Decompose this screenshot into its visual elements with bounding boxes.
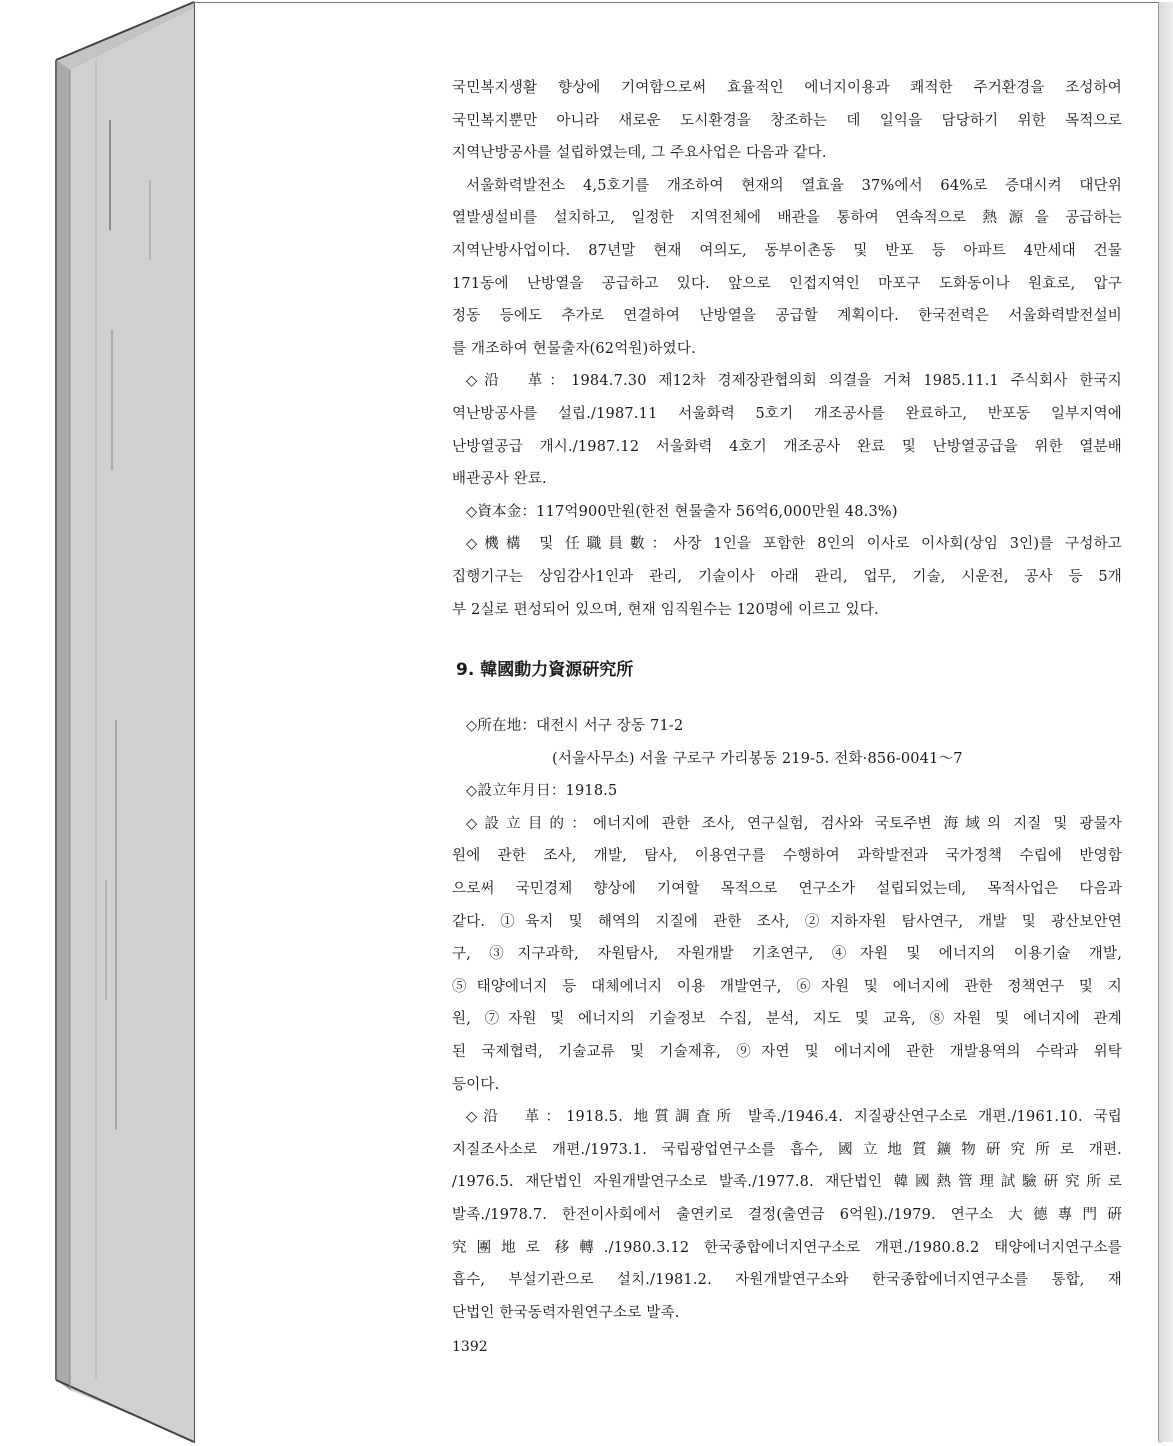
text-line: 으로써 국민경제 향상에 기여할 목적으로 연구소가 설립되었는데, 목적사업은 다음과 (452, 881, 1122, 898)
text-line: 구, ③지구과학, 자원탐사, 자원개발 기초연구, ④자원 및 에너지의 이용기술 개발, (452, 946, 1122, 963)
text-line: 발족./1978.7. 한전이사회에서 출연키로 결정(출연금 6억원)./1979. 연구소 大德專門硏 (452, 1207, 1122, 1223)
text-line: ◇所在地：대전시 서구 장동 71-2 (466, 718, 684, 735)
text-line: 같다. ①육지 및 해역의 지질에 관한 조사, ②지하자원 탐사연구, 개발 및 광산보안연 (452, 913, 1122, 930)
text-line: 지질조사소로 개편./1973.1. 국립광업연구소를 흡수, 國立地質鑛物硏究所로 개편. (452, 1141, 1122, 1158)
text-line: 국민복지뿐만 아니라 새로운 도시환경을 창조하는 데 일익을 담당하기 위한 목적으로 (452, 112, 1122, 129)
text-line: ⑤태양에너지 등 대체에너지 이용 개발연구, ⑥자원 및 에너지에 관한 정책연구 및 지 (452, 978, 1122, 995)
text-line: 단법인 한국동력자원연구소로 발족. (452, 1304, 680, 1321)
text-line: 지역난방사업이다. 87년말 현재 여의도, 동부이촌동 및 반포 등 아파트 4만세대 건물 (452, 242, 1122, 259)
next-page-edge (1158, 2, 1173, 1442)
text-line: 究團地로 移轉./1980.3.12 한국종합에너지연구소로 개편./1980.8.2 태양에너지연구소를 (452, 1239, 1122, 1256)
text-line: 원, ⑦자원 및 에너지의 기술정보 수집, 분석, 지도 및 교육, ⑧자원 및 에너지에 관계 (452, 1011, 1122, 1028)
page-number: 1392 (452, 1339, 488, 1356)
text-line: 정동 등에도 추가로 연결하여 난방열을 공급할 계획이다. 한국전력은 서울화력발전설비 (452, 308, 1122, 325)
text-line: 배관공사 완료. (452, 471, 547, 488)
page-content (452, 72, 1122, 1355)
text-line: 171동에 난방열을 공급하고 있다. 앞으로 인접지역인 마포구 도화동이나 원효로, 압구 (452, 275, 1122, 292)
text-line: (서울사무소) 서울 구로구 가리봉동 219-5. 전화·856-0041～7 (552, 750, 963, 767)
section-heading: 9. 韓國動力資源硏究所 (456, 660, 634, 681)
text-line: 등이다. (452, 1076, 500, 1093)
text-line: 난방열공급 개시./1987.12 서울화력 4호기 개조공사 완료 및 난방열공급을 위한 열분배 (452, 438, 1122, 455)
text-line: ◇設立年月日：1918.5 (466, 783, 618, 800)
text-line: 원에 관한 조사, 개발, 탐사, 이용연구를 수행하여 과학발전과 국가정책 수립에 반영함 (452, 848, 1122, 865)
book-edge-decoration (0, 0, 200, 1446)
text-line: 역난방공사를 설립./1987.11 서울화력 5호기 개조공사를 완료하고, 반포동 일부지역에 (452, 405, 1122, 422)
text-line: ◇沿 革：1918.5. 地質調査所 발족./1946.4. 지질광산연구소로 개편./1961.10. 국립 (466, 1109, 1122, 1126)
text-line: ◇機構 및 任職員數：사장 1인을 포함한 8인의 이사로 이사회(상임 3인)를 구성하고 (466, 536, 1122, 553)
text-line: ◇設立目的：에너지에 관한 조사, 연구실험, 검사와 국토주변 海域의 지질 및 광물자 (466, 815, 1122, 832)
text-line: 흡수, 부설기관으로 설치./1981.2. 자원개발연구소와 한국종합에너지연구소를 통합, 재 (452, 1272, 1122, 1289)
text-line: ◇沿 革：1984.7.30 제12차 경제장관협의회 의결을 거쳐 1985.11.1 주식회사 한국지 (466, 373, 1122, 390)
text-line: 국민복지생활 향상에 기여함으로써 효율적인 에너지이용과 쾌적한 주거환경을 조성하여 (452, 80, 1122, 96)
text-line: 열발생설비를 설치하고, 일정한 지역전체에 배관을 통하여 연속적으로 熱源을 공급하는 (452, 210, 1122, 227)
text-line: 지역난방공사를 설립하였는데, 그 주요사업은 다음과 같다. (452, 145, 827, 162)
text-line: /1976.5. 재단법인 자원개발연구소로 발족./1977.8. 재단법인 韓國熱管理試驗硏究所로 (452, 1174, 1122, 1191)
text-line: 된 국제협력, 기술교류 및 기술제휴, ⑨자연 및 에너지에 관한 개발용역의 수락과 위탁 (452, 1044, 1122, 1061)
text-line: 서울화력발전소 4,5호기를 개조하여 현재의 열효율 37%에서 64%로 증대시켜 대단위 (466, 177, 1122, 194)
text-line: 부 2실로 편성되어 있으며, 현재 임직원수는 120명에 이르고 있다. (452, 601, 879, 618)
text-line: 집행기구는 상임감사1인과 관리, 기술이사 아래 관리, 업무, 기술, 시운전, 공사 등 5개 (452, 568, 1122, 585)
text-line: ◇資本金：117억900만원(한전 현물출자 56억6,000만원 48.3%) (466, 503, 898, 520)
text-line: 를 개조하여 현물출자(62억원)하였다. (452, 340, 696, 357)
